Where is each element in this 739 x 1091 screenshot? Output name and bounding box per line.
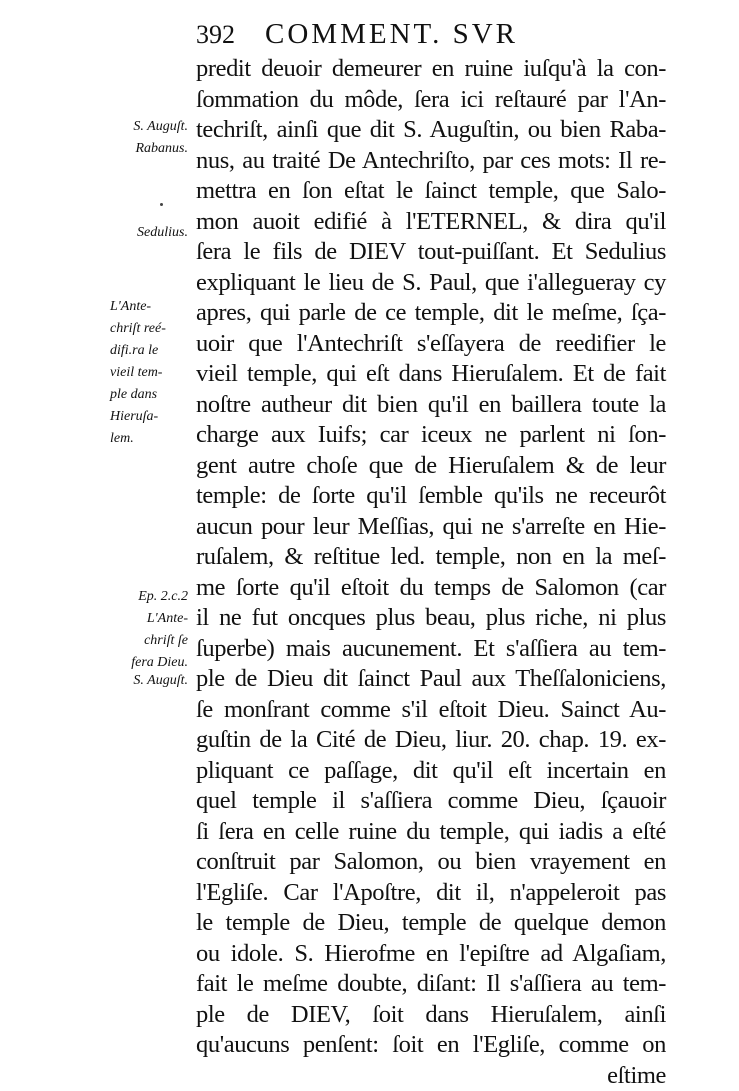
margin-note-line: Rabanus. [86, 138, 188, 160]
margin-note [86, 222, 188, 244]
margin-note-line: vieil tem- [110, 362, 190, 384]
margin-note [86, 586, 188, 608]
text-line: conſtruit par Salomon, ou bien vrayement en [196, 847, 666, 878]
margin-dot [160, 203, 163, 206]
margin-note-line: ple dans [110, 384, 190, 406]
text-line: expliquant le lieu de S. Paul, que i'allegueray cy [196, 268, 666, 299]
margin-note-line: L'Ante- [110, 296, 190, 318]
margin-note [110, 296, 190, 450]
margin-note [86, 670, 188, 692]
text-line: ſuperbe) mais aucunement. Et s'aſſiera au tem- [196, 634, 666, 665]
text-line: aucun pour leur Meſſias, qui ne s'arreſte en Hie- [196, 512, 666, 543]
text-line: techriſt, ainſi que dit S. Auguſtin, ou bien Raba- [196, 115, 666, 146]
text-line: predit deuoir demeurer en ruine iuſqu'à la con- [196, 54, 666, 85]
text-line: ou idole. S. Hierofme en l'epiſtre ad Algaſiam, [196, 939, 666, 970]
text-line: temple: de ſorte qu'il ſemble qu'ils ne receurôt [196, 481, 666, 512]
margin-note-line: Sedulius. [86, 222, 188, 244]
margin-note [86, 138, 188, 160]
text-line: uoir que l'Antechriſt s'eſſayera de reedifier le [196, 329, 666, 360]
text-line: quel temple il s'aſſiera comme Dieu, ſçauoir [196, 786, 666, 817]
text-line: ple de DIEV, ſoit dans Hieruſalem, ainſi [196, 1000, 666, 1031]
text-line: vieil temple, qui eſt dans Hieruſalem. Et de fait [196, 359, 666, 390]
margin-note-line: chriſt ſe [86, 630, 188, 652]
catchword: eſtime [196, 1061, 666, 1091]
margin-note-line: lem. [110, 428, 190, 450]
text-line: mettra en ſon eſtat le ſainct temple, que Salo- [196, 176, 666, 207]
page-number: 392 [196, 20, 235, 50]
text-line: ſi ſera en celle ruine du temple, qui iadis a eſté [196, 817, 666, 848]
body-text [196, 54, 666, 1091]
margin-note-line: Ep. 2.c.2 [86, 586, 188, 608]
page-header [196, 18, 636, 52]
margin-note-line: fera Dieu. [86, 652, 188, 674]
margin-note [86, 608, 188, 674]
text-line: ſera le fils de DIEV tout-puiſſant. Et Sedulius [196, 237, 666, 268]
text-line: noſtre autheur dit bien qu'il en baillera toute la [196, 390, 666, 421]
margin-note-line: Hieruſa- [110, 406, 190, 428]
margin-note [86, 116, 188, 138]
text-line: ſommation du môde, ſera ici reſtauré par l'An- [196, 85, 666, 116]
margin-note-line: S. Auguſt. [86, 116, 188, 138]
text-line: nus, au traité De Antechriſto, par ces mots: Il re- [196, 146, 666, 177]
margin-note-line: difi.ra le [110, 340, 190, 362]
text-line: fait le meſme doubte, diſant: Il s'aſſiera au tem- [196, 969, 666, 1000]
text-line: le temple de Dieu, temple de quelque demon [196, 908, 666, 939]
text-line: charge aux Iuifs; car iceux ne parlent ni ſon- [196, 420, 666, 451]
text-line: il ne fut oncques plus beau, plus riche, ni plus [196, 603, 666, 634]
text-line: ple de Dieu dit ſainct Paul aux Theſſaloniciens, [196, 664, 666, 695]
text-line: mon auoit edifié à l'ETERNEL, & dira qu'il [196, 207, 666, 238]
margin-note-line: S. Auguſt. [86, 670, 188, 692]
text-line: l'Egliſe. Car l'Apoſtre, dit il, n'appeleroit pas [196, 878, 666, 909]
text-line: qu'aucuns penſent: ſoit en l'Egliſe, comme on [196, 1030, 666, 1061]
text-line: ſe monſrant comme s'il eſtoit Dieu. Sainct Au- [196, 695, 666, 726]
text-line: guſtin de la Cité de Dieu, liur. 20. chap. 19. ex- [196, 725, 666, 756]
text-line: pliquant ce paſſage, dit qu'il eſt incertain en [196, 756, 666, 787]
margin-note-line: chriſt reé- [110, 318, 190, 340]
running-head: COMMENT. SVR [265, 18, 518, 51]
text-line: me ſorte qu'il eſtoit du temps de Salomon (car [196, 573, 666, 604]
text-line: gent autre choſe que de Hieruſalem & de leur [196, 451, 666, 482]
text-line: ruſalem, & reſtitue led. temple, non en la meſ- [196, 542, 666, 573]
margin-note-line: L'Ante- [86, 608, 188, 630]
text-line: apres, qui parle de ce temple, dit le meſme, ſça- [196, 298, 666, 329]
